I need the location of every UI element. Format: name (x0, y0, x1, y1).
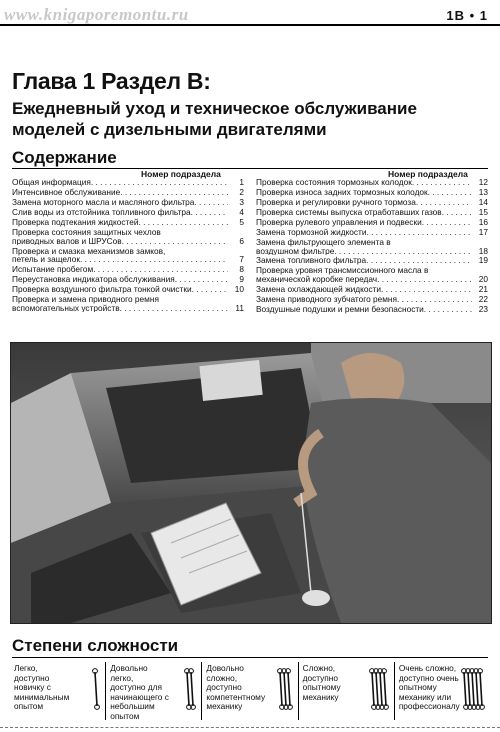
contents-item (12, 218, 244, 227)
header-rule (0, 24, 500, 26)
contents-item-title: Замена фильтрующего элемента в (256, 237, 391, 247)
difficulty-description: Очень сложно, доступно очень опытному механику или профессионалу (398, 663, 460, 711)
contents-item (256, 285, 488, 294)
contents-item (256, 295, 488, 304)
contents-item-number: 21 (472, 285, 488, 294)
contents-item (256, 188, 488, 197)
contents-left-column (12, 178, 244, 314)
contents-item-title: Проверка воздушного фильтра тонкой очистки . . . (12, 285, 228, 294)
contents-item-number: 4 (228, 208, 244, 217)
contents-item-number: 23 (472, 305, 488, 314)
contents-item-number: 8 (228, 265, 244, 274)
difficulty-rule (12, 657, 488, 658)
contents-item-title: Воздушные подушки и ремни безопасности . . . (256, 305, 472, 314)
contents-item (256, 218, 488, 227)
contents-item-number: 2 (228, 188, 244, 197)
contents-item-number: 6 (228, 237, 244, 246)
contents-item-title: Замена тормозной жидкости . . . (256, 228, 472, 237)
wrench-icon (93, 669, 100, 710)
contents-item-title: воздушном фильтре . . . (256, 247, 472, 256)
contents-item-title: вспомогательных устройств . . . (12, 304, 228, 313)
contents-item (256, 266, 488, 283)
contents-item-title: Проверка рулевого управления и подвески . . . (256, 218, 472, 227)
contents-item-title: Проверка состояния защитных чехлов (12, 227, 161, 237)
contents-item-title: Проверка системы выпуска отработавших газов . . . (256, 208, 472, 217)
contents-item-number: 9 (228, 275, 244, 284)
contents-heading: Содержание (12, 148, 117, 167)
contents-item-title: Проверка и регулировки ручного тормоза . . . (256, 198, 472, 207)
contents-item (256, 208, 488, 217)
contents-item (12, 285, 244, 294)
contents-item (12, 208, 244, 217)
contents-item (12, 275, 244, 284)
contents-item (12, 265, 244, 274)
difficulty-heading: Степени сложности (12, 636, 179, 655)
difficulty-levels (10, 662, 490, 720)
contents-item-title: Общая информация . . . (12, 178, 228, 187)
contents-item-number: 12 (472, 178, 488, 187)
contents-item-number: 10 (228, 285, 244, 294)
contents-item-title: Интенсивное обслуживание . . . (12, 188, 228, 197)
left-column-header: Номер подраздела (141, 169, 221, 179)
contents-item-title: Замена охлаждающей жидкости . . . (256, 285, 472, 294)
contents-item (256, 178, 488, 187)
difficulty-level (201, 662, 297, 720)
contents-item-title: Переустановка индикатора обслуживания . . . (12, 275, 228, 284)
contents-item (12, 198, 244, 207)
contents-item-number: 17 (472, 228, 488, 237)
contents-item-title: Проверка и замена приводного ремня (12, 295, 159, 305)
difficulty-description: Легко, доступно новичку с минимальным опытом (14, 663, 70, 711)
contents-item-title: Слив воды из отстойника топливного фильтра . . . (12, 208, 228, 217)
contents-item-title: Замена моторного масла и масляного фильтра . . . (12, 198, 228, 207)
contents-item (12, 178, 244, 187)
contents-item-title: Проверка и смазка механизмов замков, (12, 246, 166, 256)
wrench-icons (184, 666, 198, 712)
contents-item (256, 256, 488, 265)
contents-item-number: 1 (228, 178, 244, 187)
contents-item-number: 16 (472, 218, 488, 227)
contents-item-number: 5 (228, 218, 244, 227)
contents-item-title: приводных валов и ШРУСов . . . (12, 237, 228, 246)
difficulty-description: Довольно сложно, доступно компетентному механику (206, 663, 266, 711)
contents-item-title: Замена топливного фильтра . . . (256, 256, 472, 265)
contents-item (256, 238, 488, 255)
contents-item-number: 3 (228, 198, 244, 207)
chapter-title: Глава 1 Раздел В: (12, 68, 211, 94)
site-watermark: www.knigaporemontu.ru (4, 5, 189, 24)
contents-item (12, 228, 244, 245)
contents-item-title: петель и защелок . . . (12, 255, 228, 264)
difficulty-level (298, 662, 394, 720)
contents-item-title: Проверка уровня трансмиссионного масла в (256, 266, 429, 276)
bottom-rule (0, 727, 500, 728)
difficulty-level (394, 662, 490, 720)
wrench-icons (461, 666, 487, 712)
contents-item-title: механической коробке передач . . . (256, 275, 472, 284)
difficulty-description: Сложно, доступно опытному механику (302, 663, 341, 702)
contents-item-number: 15 (472, 208, 488, 217)
contents-item-number: 18 (472, 247, 488, 256)
photo-illustration (11, 343, 491, 623)
contents-right-column (256, 178, 488, 315)
contents-item-number: 7 (228, 255, 244, 264)
contents-item (12, 295, 244, 312)
wrench-icons (369, 666, 391, 712)
contents-item-number: 14 (472, 198, 488, 207)
contents-item-number: 19 (472, 256, 488, 265)
difficulty-description: Довольно легко, доступно для начинающего с небольшим опытом (110, 663, 169, 721)
contents-item-title: Замена приводного зубчатого ремня . . . (256, 295, 472, 304)
contents-item (256, 198, 488, 207)
contents-item (12, 247, 244, 264)
wrench-icons (92, 666, 102, 712)
contents-item-number: 13 (472, 188, 488, 197)
contents-item-number: 20 (472, 275, 488, 284)
contents-item (256, 228, 488, 237)
page-number: 1В • 1 (446, 8, 488, 23)
chapter-subtitle: Ежедневный уход и техническое обслуживание моделей с дизельными двигателями (12, 99, 417, 139)
contents-item-number: 11 (228, 304, 244, 313)
contents-item-number: 22 (472, 295, 488, 304)
difficulty-level (105, 662, 201, 720)
contents-item (256, 305, 488, 314)
contents-item-title: Проверка износа задних тормозных колодок . . . (256, 188, 472, 197)
contents-item (12, 188, 244, 197)
contents-item-title: Испытание пробегом . . . (12, 265, 228, 274)
wrench-icons (277, 666, 295, 712)
contents-item-title: Проверка подтекания жидкостей . . . (12, 218, 228, 227)
difficulty-level (10, 662, 105, 720)
right-column-header: Номер подраздела (388, 169, 468, 179)
photo-mechanic-checking-oil (10, 342, 492, 624)
contents-item-title: Проверка состояния тормозных колодок . . . (256, 178, 472, 187)
